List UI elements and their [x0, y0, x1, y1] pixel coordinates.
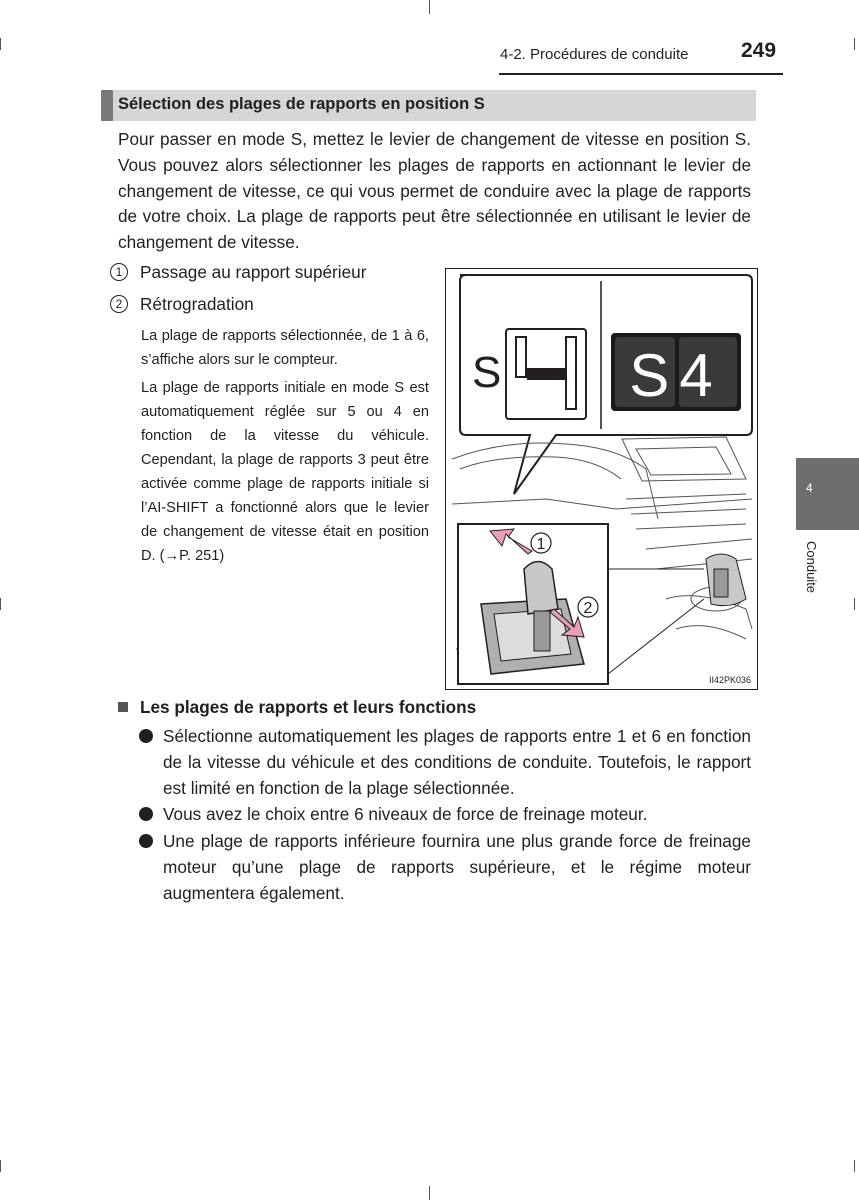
numbered-item-label: Passage au rapport supérieur	[140, 262, 367, 282]
numbered-item-downshift	[110, 294, 254, 315]
crop-mark	[429, 1186, 430, 1200]
bullet-item	[139, 723, 751, 801]
figure-code: II42PK036	[708, 675, 751, 685]
page-number: 249	[741, 39, 777, 62]
shift-lever-figure	[445, 268, 758, 690]
section-title: Sélection des plages de rapports en position S	[118, 95, 485, 113]
display-s4: S4	[629, 342, 723, 409]
bullet-text: Vous avez le choix entre 6 niveaux de force de freinage moteur.	[163, 804, 648, 824]
numbered-item-upshift	[110, 262, 366, 283]
square-bullet-icon	[118, 702, 128, 712]
crop-mark	[0, 598, 1, 610]
chapter-number: 4	[806, 481, 813, 495]
callout-2-label: 2	[583, 600, 593, 617]
bullet-text: Sélectionne automatiquement les plages de rapports entre 1 et 6 en fonction de la vitesse du véhicule et des conditions de conduite. Toutefois, le rapport est limité en fonction de la plage sélectionnée.	[163, 726, 751, 798]
crop-mark	[854, 598, 855, 610]
crop-mark	[854, 1160, 855, 1172]
callout-1-label: 1	[536, 536, 546, 553]
crop-mark	[0, 38, 1, 50]
crop-mark	[854, 38, 855, 50]
figure-illustration	[446, 269, 759, 691]
numbered-item-label: Rétrogradation	[140, 294, 254, 314]
subsection-title: Les plages de rapports et leurs fonctions	[140, 697, 477, 717]
note-paragraph: La plage de rapports sélectionnée, de 1 à 6, s’affiche alors sur le compteur.	[141, 328, 429, 368]
crop-mark	[0, 1160, 1, 1172]
bullet-dot-icon	[139, 807, 153, 821]
note-paragraph: La plage de rapports initiale en mode S est automatiquement réglée sur 5 ou 4 en fonction de la vitesse du véhicule. Cependant, la plage de rapports 3 peut être activée comme plage de rapports initiale si l’AI-SHIFT a fonctionné alors que le levier de changement de vitesse était en position D. (→P. 251)	[141, 380, 429, 564]
bullet-dot-icon	[139, 834, 153, 848]
intro-paragraph: Pour passer en mode S, mettez le levier de changement de vitesse en position S. Vous pouvez alors sélectionner les plages de rapports en actionnant le levier de changement de vitesse, ce qui vous permet de conduire avec la plage de rapports de votre choix. La plage de rapports peut être sélectionnée en utilisant le levier de changement de vitesse.	[118, 129, 751, 253]
section-title-bar	[101, 90, 756, 121]
bullet-text: Une plage de rapports inférieure fournira une plus grande force de freinage moteur qu’une plage de rapports supérieure, et le régime moteur augmentera également.	[163, 831, 751, 903]
display-s-letter: S	[472, 348, 502, 397]
circled-number: 1	[110, 263, 128, 281]
header-section-title: 4-2. Procédures de conduite	[500, 46, 689, 63]
bullet-dot-icon	[139, 729, 153, 743]
crop-mark	[429, 0, 430, 14]
circled-number: 2	[110, 295, 128, 313]
subsection-heading	[118, 697, 476, 718]
bullet-item	[139, 801, 751, 827]
chapter-label: Conduite	[804, 541, 819, 594]
bullet-item	[139, 828, 751, 906]
header-rule	[499, 73, 783, 75]
